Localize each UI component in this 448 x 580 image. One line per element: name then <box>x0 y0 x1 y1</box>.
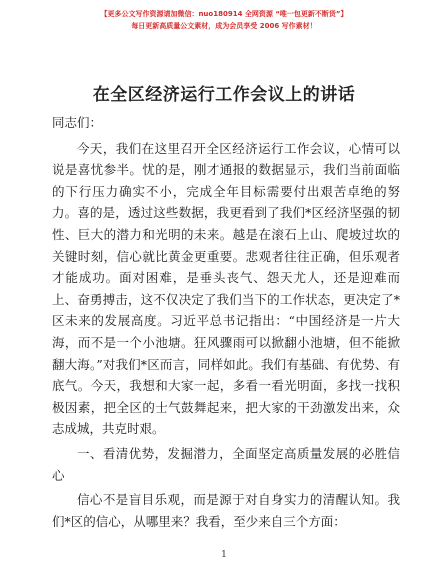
paragraph-opening: 今天，我们在这里召开全区经济运行工作会议，心情可以说是喜忧参半。忧的是，刚才通报的数据显示，我们当前面临的下行压力确实不小，完成全年目标需要付出艰苦卓绝的努力。喜的是，透过这些数据，我更看到了我们*区经济坚强的韧性、巨大的潜力和光明的未来。越是在滚石上山、爬坡过坎的关键时刻，信心就比黄金更重要。悲观者往往正确，但乐观者才能成功。面对困难，是垂头丧气、怨天尤人，还是迎难而上、奋勇搏击，这不仅决定了我们当下的工作状态，更决定了*区未来的发展高度。习近平总书记指出：“中国经济是一片大海，而不是一个小池塘。狂风骤雨可以掀翻小池塘，但不能掀翻大海。”对我们*区而言，同样如此。我们有基础、有优势、有底气。今天，我想和大家一起，多看一看光明面，多找一找积极因素，把全区的士气鼓舞起来，把大家的干劲激发出来，众志成城，共克时艰。 <box>52 140 400 437</box>
greeting: 同志们： <box>52 115 103 130</box>
promo-banner-line-1: 【更多公文写作资源请加微信：nuo180914 全网资源 “唯一包更新不断货”】 <box>100 10 348 18</box>
promo-banner-line-2: 每日更新高质量公文素材，成为会员享受 2006 写作素材！ <box>131 22 317 30</box>
document-body <box>52 112 400 532</box>
page-number: 1 <box>221 550 227 560</box>
promo-banner <box>0 8 448 32</box>
document-title: 在全区经济运行工作会议上的讲话 <box>92 85 356 105</box>
section-heading-1: 一、看清优势，发掘潜力，全面坚定高质量发展的必胜信心 <box>52 445 400 483</box>
paragraph-confidence: 信心不是盲目乐观，而是源于对自身实力的清醒认知。我们*区的信心，从哪里来？我看，至少来自三个方面： <box>52 492 400 529</box>
